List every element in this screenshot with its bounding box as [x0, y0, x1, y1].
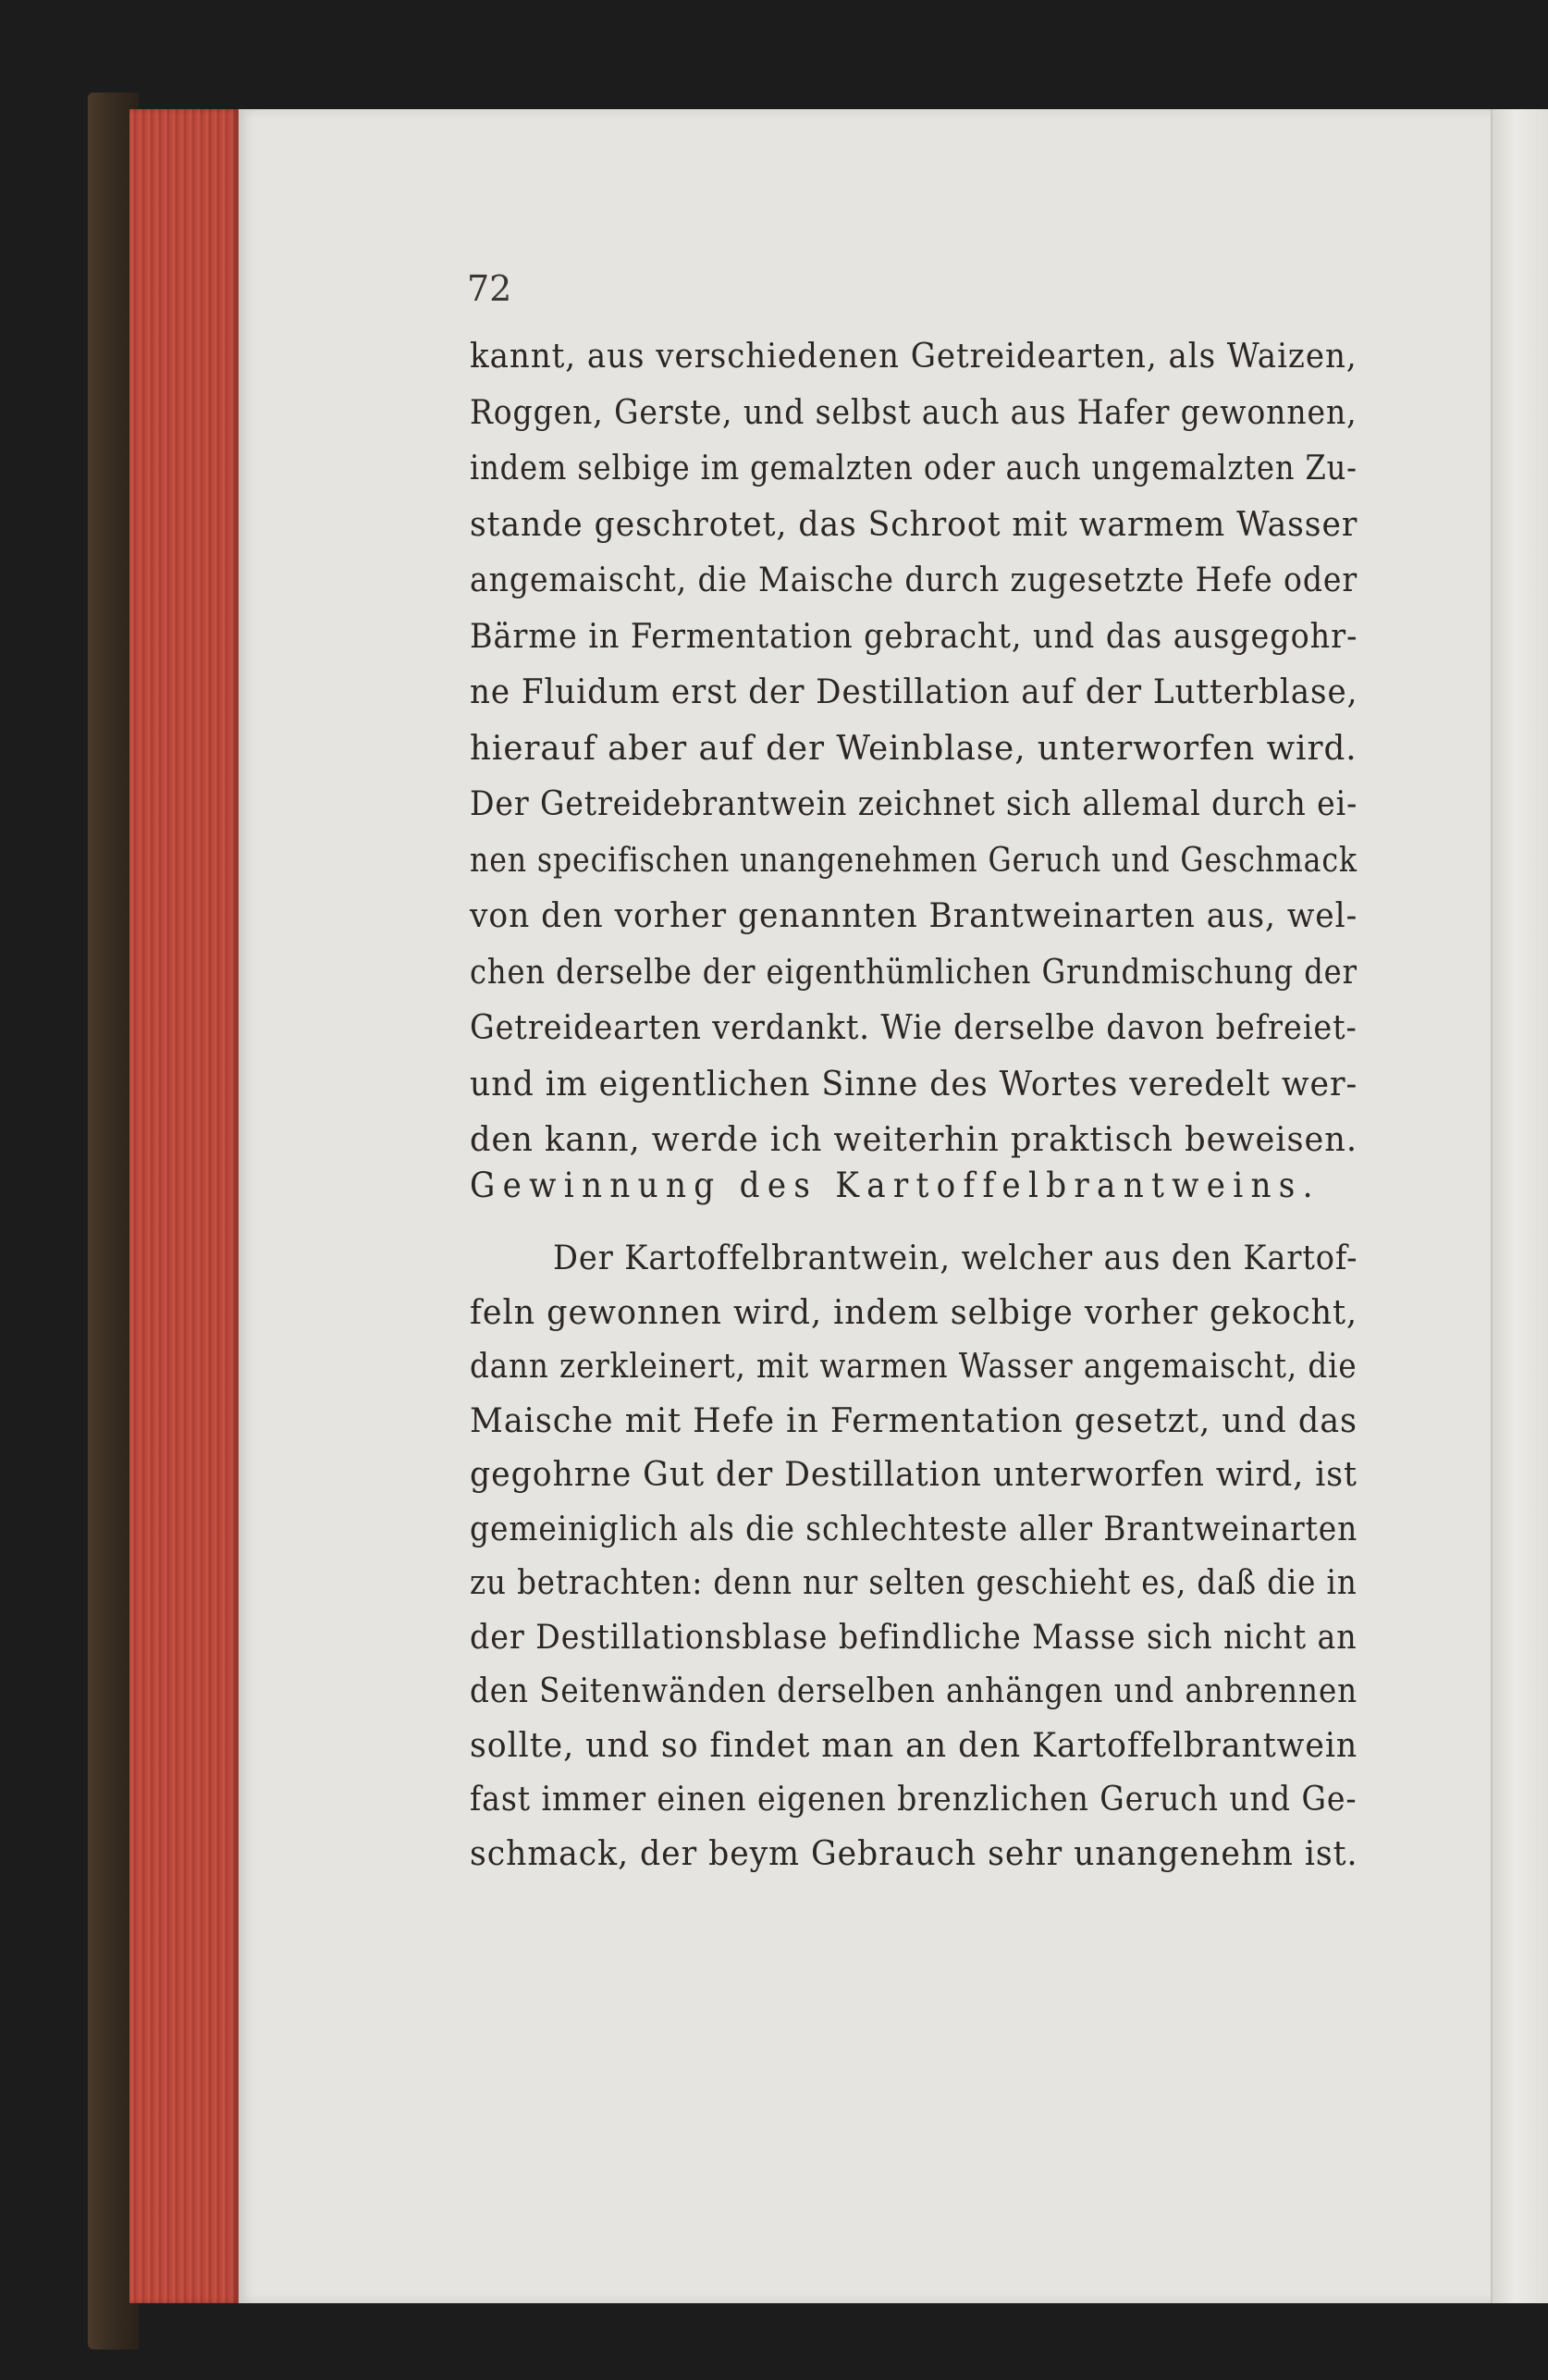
- text-line: fast immer einen eigenen brenzlichen Geruch und Ge-: [470, 1781, 1358, 1819]
- text-line: Getreidearten verdankt. Wie derselbe davon befreiet-: [470, 1009, 1358, 1047]
- text-line: Maische mit Hefe in Fermentation gesetzt, und das: [470, 1401, 1358, 1440]
- text-line: gegohrne Gut der Destillation unterworfen wird, ist: [470, 1456, 1358, 1494]
- red-page-edges: [129, 109, 239, 2303]
- text-line: von den vorher genannten Brantweinarten aus, wel-: [470, 897, 1358, 935]
- book-page: [239, 109, 1496, 2303]
- text-line: feln gewonnen wird, indem selbige vorher gekocht,: [470, 1293, 1358, 1332]
- text-line: Bärme in Fermentation gebracht, und das ausgegohr-: [470, 617, 1358, 656]
- text-line: sollte, und so findet man an den Kartoffelbrantwein: [470, 1726, 1358, 1765]
- text-line: chen derselbe der eigenthümlichen Grundmischung der: [470, 953, 1358, 992]
- text-line: den Seitenwänden derselben anhängen und anbrennen: [470, 1672, 1358, 1710]
- text-line: Der Getreidebrantwein zeichnet sich allemal durch ei-: [470, 785, 1358, 823]
- text-line: Der Kartoffelbrantwein, welcher aus den Kartof-: [553, 1239, 1358, 1277]
- facing-page-edge: [1491, 109, 1548, 2303]
- section-heading: Gewinnung des Kartoffelbrantweins.: [470, 1165, 1321, 1205]
- text-line: schmack, der beym Gebrauch sehr unangenehm ist.: [470, 1834, 1358, 1873]
- text-line: den kann, werde ich weiterhin praktisch beweisen.: [470, 1121, 1358, 1159]
- text-line: angemaischt, die Maische durch zugesetzte Hefe oder: [470, 561, 1358, 599]
- text-line: gemeiniglich als die schlechteste aller Brantweinarten: [470, 1510, 1358, 1548]
- text-line: nen specifischen unangenehmen Geruch und Geschmack: [470, 841, 1358, 880]
- text-line: Roggen, Gerste, und selbst auch aus Hafer gewonnen,: [470, 393, 1358, 432]
- page-number: 72: [467, 268, 512, 309]
- text-line: stande geschrotet, das Schroot mit warmem Wasser: [470, 505, 1358, 544]
- text-line: hierauf aber auf der Weinblase, unterworfen wird.: [470, 729, 1358, 768]
- text-line: indem selbige im gemalzten oder auch ungemalzten Zu-: [470, 450, 1358, 487]
- text-line: der Destillationsblase befindliche Masse sich nicht an: [470, 1618, 1358, 1657]
- text-line: zu betrachten: denn nur selten geschieht es, daß die in: [470, 1564, 1358, 1602]
- text-line: ne Fluidum erst der Destillation auf der Lutterblase,: [470, 673, 1358, 711]
- text-line: dann zerkleinert, mit warmen Wasser angemaischt, die: [470, 1348, 1358, 1386]
- text-line: und im eigentlichen Sinne des Wortes veredelt wer-: [470, 1065, 1358, 1104]
- text-line: kannt, aus verschiedenen Getreidearten, als Waizen,: [470, 338, 1358, 376]
